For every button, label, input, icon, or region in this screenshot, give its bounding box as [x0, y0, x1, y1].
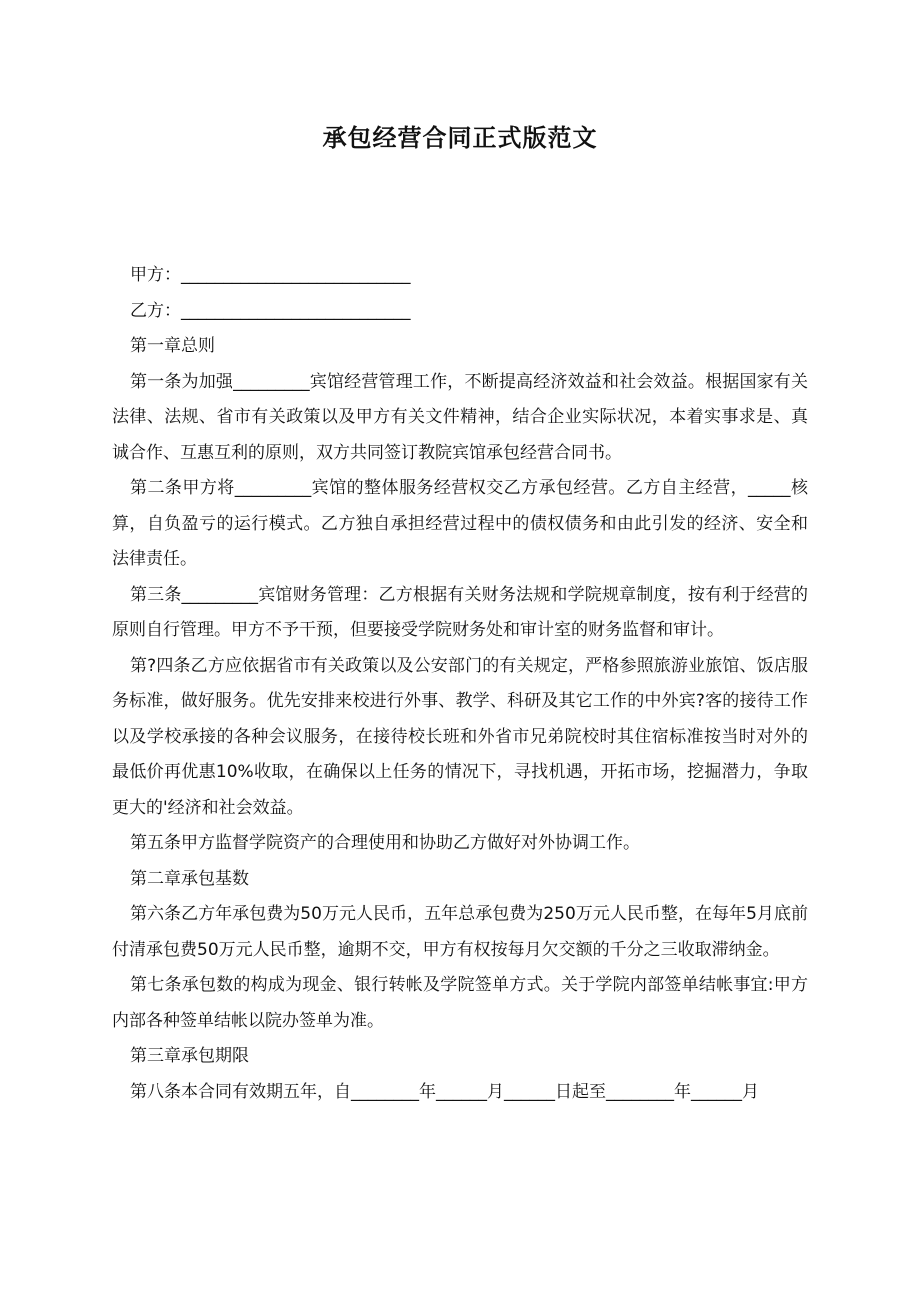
- document-body: [112, 258, 808, 1110]
- article-6: 第六条乙方年承包费为50万元人民币，五年总承包费为250万元人民币整，在每年5月底前付清承包费50万元人民币整，逾期不交，甲方有权按每月欠交额的千分之三收取滞纳金。: [112, 904, 808, 960]
- article-3: 第三条_________宾馆财务管理：乙方根据有关财务法规和学院规章制度，按有利于经营的原则自行管理。甲方不予干预，但要接受学院财务处和审计室的财务监督和审计。: [112, 584, 808, 640]
- document-title: 承包经营合同正式版范文: [322, 124, 598, 152]
- article-8: 第八条本合同有效期五年，自________年______月______日起至________年______月: [130, 1081, 759, 1102]
- article-4: 第?四条乙方应依据省市有关政策以及公安部门的有关规定，严格参照旅游业旅馆、饭店服务标准，做好服务。优先安排来校进行外事、教学、科研及其它工作的中外宾?客的接待工作以及学校承接的各种会议服务，在接待校长班和外省市兄弟院校时其住宿标准按当时对外的最低价再优惠10%收取，在确保以上任务的情况下，寻找机遇，开拓市场，挖掘潜力，争取更大的'经济和社会效益。: [112, 655, 808, 818]
- party-a-line: 甲方：___________________________: [130, 265, 411, 285]
- party-b-line: 乙方：___________________________: [130, 300, 411, 321]
- chapter-2-heading: 第二章承包基数: [130, 868, 249, 889]
- chapter-3-heading: 第三章承包期限: [130, 1046, 249, 1066]
- article-2: 第二条甲方将_________宾馆的整体服务经营权交乙方承包经营。乙方自主经营，_____核算，自负盈亏的运行模式。乙方独自承担经营过程中的债权债务和由此引发的经济、安全和法律责任。: [112, 478, 808, 569]
- chapter-1-heading: 第一章总则: [130, 336, 215, 356]
- article-7: 第七条承包数的构成为现金、银行转帐及学院签单方式。关于学院内部签单结帐事宜:甲方内部各种签单结帐以院办签单为准。: [112, 975, 808, 1031]
- article-5: 第五条甲方监督学院资产的合理使用和协助乙方做好对外协调工作。: [130, 833, 640, 853]
- article-1: 第一条为加强_________宾馆经营管理工作，不断提高经济效益和社会效益。根据国家有关法律、法规、省市有关政策以及甲方有关文件精神，结合企业实际状况，本着实事求是、真诚合作、互惠互利的原则，双方共同签订教院宾馆承包经营合同书。: [112, 371, 808, 463]
